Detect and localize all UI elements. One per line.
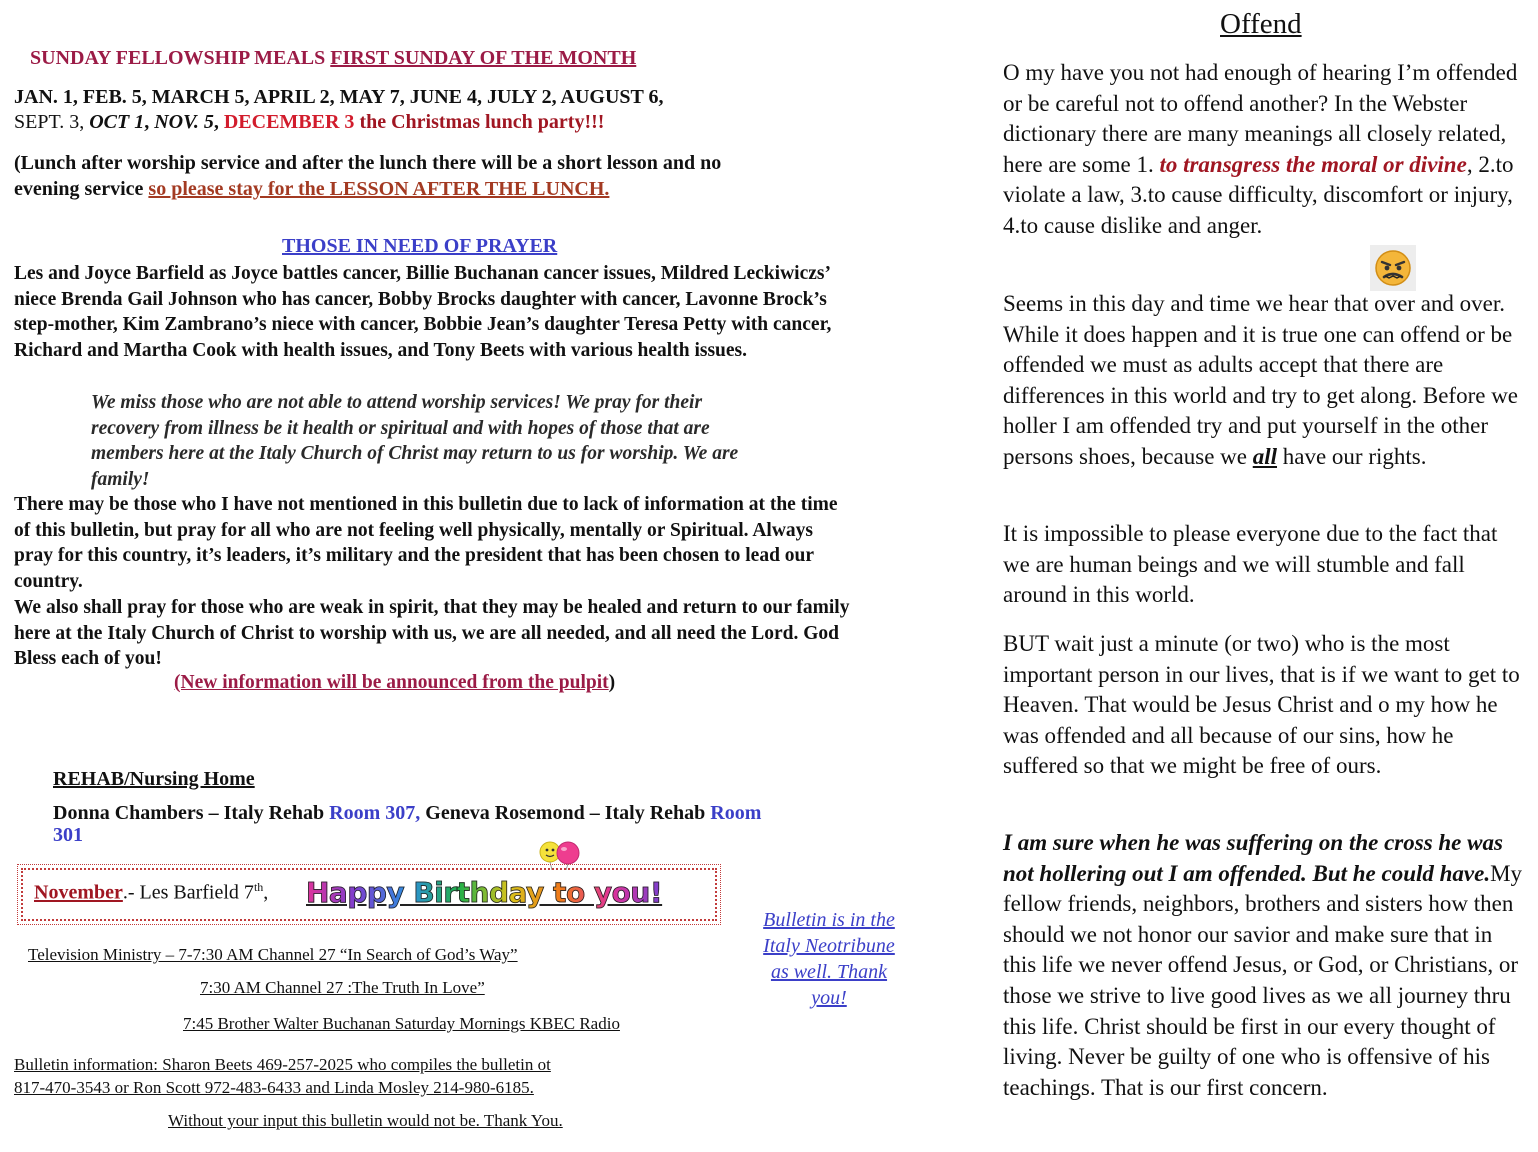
lunch-lesson-link: so please stay for the LESSON AFTER THE LUNCH. <box>148 178 610 200</box>
p5-text: My fellow friends, neighbors, brothers and sisters how then should we not honor our savior and make sure that in this life we never offend Jesus, or God, or Christians, or those we strive to live good lives as we all journey thru this life. Christ should be first in our every thought of living. Never be guilty of one who is offensive of his teachings. That is our first concern. <box>1003 860 1523 1100</box>
angry-face-icon <box>1370 245 1416 291</box>
prayer-heading: THOSE IN NEED OF PRAYER <box>282 235 558 257</box>
offend-paragraph-5 <box>1003 828 1523 1103</box>
dates-nov: NOV. 5 <box>154 111 214 133</box>
meals-subtitle: FIRST SUNDAY OF THE MONTH <box>330 47 637 69</box>
new-info-note <box>174 672 615 694</box>
prayer-maybe: There may be those who I have not mentioned in this bulletin due to lack of information at the time of this bulletin, but pray for all who are not feeling well physically, mentally or Spiritual. Always pray for this country, it’s leaders, it’s military and the president that has been chosen to lead our country. <box>14 494 838 593</box>
bulletin-info-line3 <box>14 1111 563 1131</box>
rehab-list <box>53 802 773 846</box>
prayer-weak: We also shall pray for those who are weak in spirit, that they may be healed and return to our family here at the Italy Church of Christ to worship with us, we are all needed, and all need the Lord. God Bless each of you! <box>14 596 850 670</box>
christmas-party: the Christmas lunch party!!! <box>354 111 605 133</box>
prayer-paragraphs <box>14 492 854 672</box>
tv-line2 <box>28 978 485 998</box>
rehab-name1: Donna Chambers – Italy Rehab <box>53 802 330 824</box>
meal-dates-line2 <box>14 111 604 134</box>
birthday-month: November <box>34 881 123 904</box>
meals-heading <box>30 47 636 70</box>
dates-sept: SEPT. 3, <box>14 111 90 133</box>
tv-line1: Television Ministry – 7-7:30 AM Channel 27 “In Search of God’s Way” <box>28 945 518 964</box>
p2-text-c: have our rights. <box>1277 443 1427 469</box>
offend-paragraph-3: It is impossible to please everyone due to the fact that we are human beings and we will stumble and fall around in this world. <box>1003 521 1498 608</box>
p1-definition: to transgress the moral or divine <box>1159 151 1467 177</box>
right-column <box>1003 0 1523 1152</box>
p2-text-a: Seems in this day and time we hear that over and over. While it does happen and it is true one can offend or be offended we must as adults accept that there are differences in this world and try to get along. Before we holler I am offended try and put yourself in the other persons shoes, because we <box>1003 291 1519 469</box>
rehab-name2: Geneva Rosemond – Italy Rehab <box>420 802 711 824</box>
meal-dates-line1: JAN. 1, FEB. 5, MARCH 5, APRIL 2, MAY 7, JUNE 4, JULY 2, AUGUST 6, <box>14 86 664 108</box>
birthday-name: .- Les Barfield 7 <box>122 881 254 904</box>
balloons-icon <box>538 840 584 870</box>
p5-emphasis: I am sure when he was suffering on the cross he was not hollering out I am offended. But he could have. <box>1003 830 1503 886</box>
rehab-room1: Room 307, <box>329 802 421 824</box>
p1-text-c: , 2.to violate a law, 3.to cause difficulty, discomfort or injury, 4.to cause dislike and anger. <box>1003 151 1514 238</box>
offend-title: Offend <box>1220 8 1302 40</box>
bulletin-info-line2: 817-470-3543 or Ron Scott 972-483-6433 and Linda Mosley 214-980-6185. <box>14 1078 534 1097</box>
bulletin-neotribune-note: Bulletin is in the Italy Neotribune as well. Thank you! <box>763 909 895 1009</box>
p2-all: all <box>1252 443 1278 469</box>
dates-sep1: , <box>144 111 155 133</box>
prayer-list: Les and Joyce Barfield as Joyce battles cancer, Billie Buchanan cancer issues, Mildred Leckiwiczs’ niece Brenda Gail Johnson who has cancer, Bobby Brocks daughter with cancer, Lavonne Brock’s step-mother, Kim Zambrano’s niece with cancer, Bobbie Jean’s daughter Teresa Petty with cancer, Richard and Martha Cook with health issues, and Tony Beets with various health issues. <box>14 263 832 362</box>
tv-line3 <box>28 1014 620 1034</box>
rehab-room2: Room 301 <box>53 802 762 846</box>
meals-title: SUNDAY FELLOWSHIP MEALS <box>30 47 326 69</box>
offend-paragraph-1 <box>1003 58 1523 242</box>
birthday-sup: th <box>253 880 264 894</box>
bulletin-info-line1: Bulletin information: Sharon Beets 469-257-2025 who compiles the bulletin ot <box>14 1055 551 1074</box>
offend-paragraph-2 <box>1003 289 1523 473</box>
birthday-entry <box>34 880 268 905</box>
birthday-comma: , <box>263 881 269 904</box>
dates-december: DECEMBER 3 <box>223 111 355 133</box>
offend-paragraph-4: BUT wait just a minute (or two) who is the most important person in our lives, that is if we want to get to Heaven. That would be Jesus Christ and o my how he was offended and all because of our sins, how he suffered so that we might be free of ours. <box>1003 631 1520 779</box>
lunch-text: (Lunch after worship service and after the lunch there will be a short lesson and no evening service <box>14 152 722 200</box>
dates-oct: OCT 1 <box>89 111 145 133</box>
tv-line2-text: 7:30 AM Channel 27 :The Truth In Love” <box>200 978 485 997</box>
new-info-text: (New information will be announced from the pulpit <box>174 672 609 693</box>
dates-sep2: , <box>213 111 224 133</box>
new-info-close: ) <box>608 672 616 693</box>
rehab-heading: REHAB/Nursing Home <box>53 768 255 790</box>
lunch-note <box>14 150 774 202</box>
p1-text-a: O my have you not had enough of hearing I’m offended or be careful not to offend another? In the Webster dictionary there are many meanings all closely related, here are some 1. <box>1003 60 1518 177</box>
happy-birthday-wordart: Happy Birthday to you! <box>306 876 663 909</box>
bulletin-info-line3-text: Without your input this bulletin would not be. Thank You. <box>168 1111 563 1130</box>
miss-note: We miss those who are not able to attend worship services! We pray for their recovery from illness be it health or spiritual and with hopes of those that are members here at the Italy Church of Christ may return to us for worship. We are family! <box>91 392 739 490</box>
tv-line3-text: 7:45 Brother Walter Buchanan Saturday Mornings KBEC Radio <box>183 1014 620 1033</box>
left-column <box>14 0 895 1152</box>
